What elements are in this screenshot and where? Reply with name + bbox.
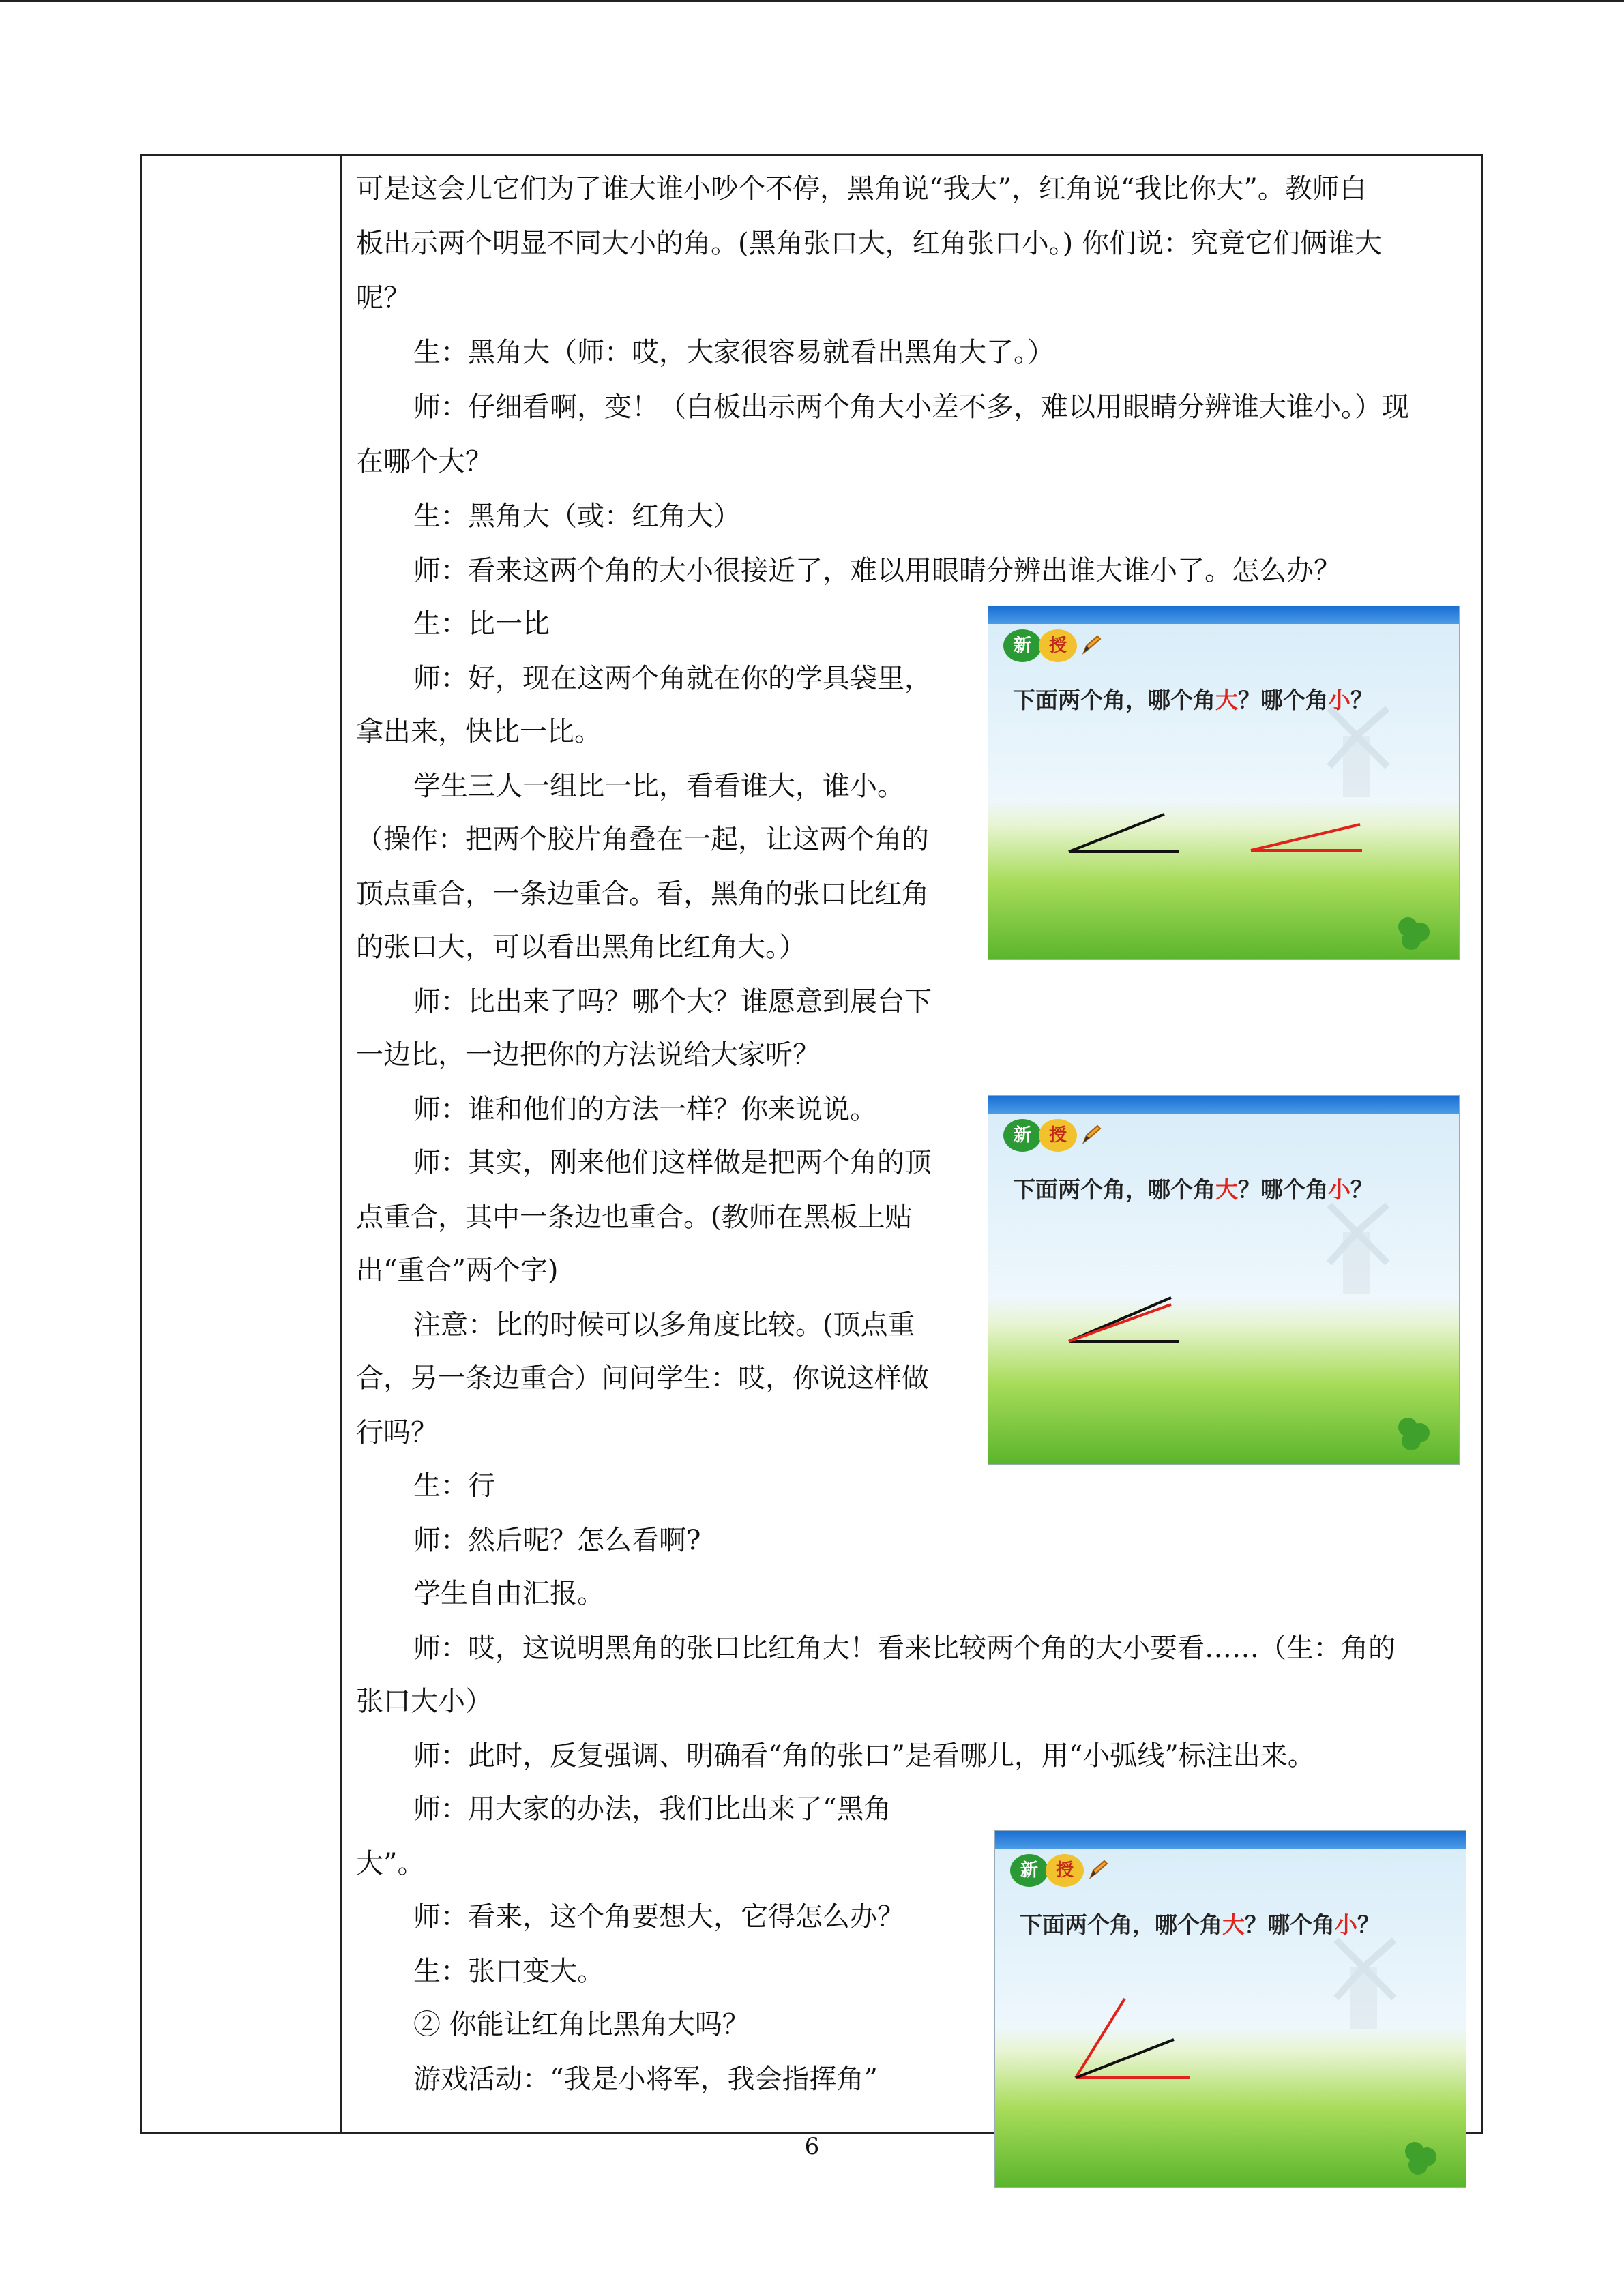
- paragraph: 学生自由汇报。: [413, 1578, 604, 1609]
- clover-icon: [1405, 2142, 1436, 2175]
- windmill-icon: [1329, 1205, 1387, 1294]
- page-number: 6: [804, 2133, 820, 2160]
- paragraph: ② 你能让红角比黑角大吗？: [413, 2009, 750, 2040]
- paragraph: 师：看来这两个角的大小很接近了，难以用眼睛分辨出谁大谁小了。怎么办？: [413, 555, 1341, 586]
- badge-char: 授: [1039, 629, 1077, 662]
- badge-char: 新: [1003, 629, 1042, 662]
- question-highlight-big: 大: [1215, 687, 1238, 713]
- paragraph: 出“重合”两个字): [356, 1255, 559, 1286]
- question-text: 下面两个角，哪个角: [1020, 1911, 1222, 1938]
- page-top-rule: [0, 0, 1624, 2]
- question-text: ？: [1357, 1911, 1380, 1938]
- paragraph: 师：看来，这个角要想大，它得怎么办？: [413, 1901, 904, 1933]
- badge-char: 新: [1010, 1854, 1048, 1887]
- paragraph: 点重合，其中一条边也重合。(教师在黑板上贴: [356, 1202, 913, 1233]
- table-column-divider: [340, 156, 342, 2132]
- question-highlight-big: 大: [1222, 1911, 1245, 1938]
- paragraph: 生：黑角大（或：红角大）: [413, 501, 741, 532]
- paragraph: 师：比出来了吗？哪个大？谁愿意到展台下: [413, 986, 932, 1017]
- paragraph: 师：仔细看啊，变！（白板出示两个角大小差不多，难以用眼睛分辨谁大谁小。）现: [413, 391, 1409, 423]
- paragraph: 生：黑角大（师：哎，大家很容易就看出黑角大了。）: [413, 337, 1054, 368]
- question-highlight-small: 小: [1328, 687, 1350, 713]
- paragraph: 师：然后呢？怎么看啊?: [413, 1525, 701, 1556]
- question-highlight-big: 大: [1215, 1176, 1238, 1203]
- slide-image-compare-angles-3: [994, 1830, 1466, 2188]
- slide-image-compare-angles-1: [988, 606, 1460, 960]
- paragraph: 合，另一条边重合）问问学生：哎，你说这样做: [356, 1362, 929, 1394]
- paragraph: 生：行: [413, 1470, 495, 1502]
- slide-illustration: [995, 1831, 1466, 2187]
- paragraph: 学生三人一组比一比，看看谁大，谁小。: [413, 771, 904, 802]
- black-angle-arm: [1069, 814, 1164, 852]
- question-text: 下面两个角，哪个角: [1013, 1176, 1215, 1203]
- paragraph: 拿出来，快比一比。: [356, 716, 602, 747]
- question-highlight-small: 小: [1335, 1911, 1357, 1938]
- paragraph: 的张口大，可以看出黑角比红角大。）: [356, 931, 806, 963]
- windmill-icon: [1336, 1940, 1394, 2029]
- paragraph: 生：张口变大。: [413, 1956, 604, 1987]
- paragraph: 大”。: [356, 1848, 425, 1879]
- red-angle-arm: [1251, 824, 1360, 850]
- paragraph: 游戏活动：“我是小将军，我会指挥角”: [413, 2063, 878, 2095]
- paragraph: 师：其实，刚来他们这样做是把两个角的顶: [413, 1147, 932, 1178]
- red-angle-arm: [1069, 1304, 1171, 1341]
- clover-icon: [1398, 1418, 1430, 1450]
- paragraph: 张口大小）: [356, 1686, 492, 1717]
- paragraph: 师：此时，反复强调、明确看“角的张口”是看哪儿，用“小弧线”标注出来。: [413, 1740, 1315, 1772]
- question-text: ？哪个角: [1238, 687, 1328, 713]
- paragraph: 注意：比的时候可以多角度比较。(顶点重: [413, 1309, 915, 1341]
- paragraph: 师：哎，这说明黑角的张口比红角大！看来比较两个角的大小要看……（生：角的: [413, 1632, 1396, 1664]
- clover-icon: [1398, 917, 1430, 950]
- paragraph: 生：比一比: [413, 608, 550, 640]
- paragraph: 一边比，一边把你的方法说给大家听？: [356, 1039, 820, 1071]
- paragraph: 顶点重合，一条边重合。看，黑角的张口比红角: [356, 878, 929, 910]
- windmill-icon: [1329, 709, 1387, 797]
- question-text: ？哪个角: [1245, 1911, 1335, 1938]
- paragraph: 可是这会儿它们为了谁大谁小吵个不停，黑角说“我大”，红角说“我比你大”。教师白: [356, 173, 1367, 205]
- paragraph: 师：好，现在这两个角就在你的学具袋里，: [413, 663, 932, 694]
- question-text: 下面两个角，哪个角: [1013, 687, 1215, 713]
- paragraph: 师：用大家的办法，我们比出来了“黑角: [413, 1793, 891, 1825]
- paragraph: 板出示两个明显不同大小的角。(黑角张口大，红角张口小。) 你们说：究竟它们俩谁大: [356, 228, 1382, 259]
- paragraph: 呢？: [356, 282, 411, 314]
- question-highlight-small: 小: [1328, 1176, 1350, 1203]
- red-angle-arm: [1076, 1999, 1125, 2078]
- badge-char: 新: [1003, 1119, 1042, 1152]
- slide-illustration: [988, 1096, 1459, 1464]
- paragraph: 行吗？: [356, 1417, 438, 1448]
- slide-image-compare-angles-2: [988, 1095, 1460, 1465]
- paragraph: 在哪个大？: [356, 446, 492, 477]
- question-text: ？: [1350, 687, 1373, 713]
- badge-char: 授: [1046, 1854, 1084, 1887]
- slide-illustration: [988, 606, 1459, 959]
- question-text: ？哪个角: [1238, 1176, 1328, 1203]
- paragraph: （操作：把两个胶片角叠在一起，让这两个角的: [356, 824, 929, 855]
- paragraph: 师：谁和他们的方法一样？你来说说。: [413, 1094, 877, 1125]
- badge-char: 授: [1039, 1119, 1077, 1152]
- black-angle-arm: [1076, 2040, 1174, 2078]
- question-text: ？: [1350, 1176, 1373, 1203]
